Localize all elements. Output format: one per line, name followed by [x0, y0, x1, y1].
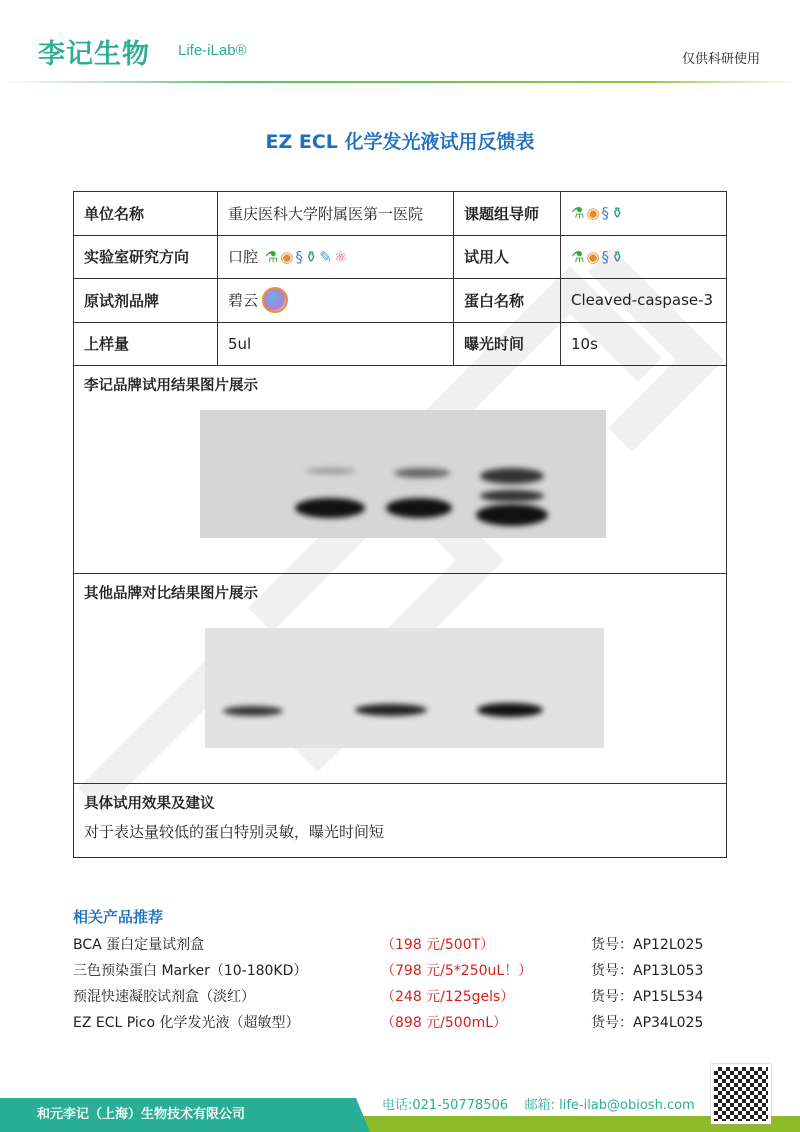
related-products-title: 相关产品推荐 — [73, 908, 164, 926]
product-price: （898 元/500mL） — [381, 1015, 508, 1031]
atom-icon: ⚛ — [334, 248, 348, 267]
product-row — [73, 934, 733, 954]
unit-value: 重庆医科大学附属医第一医院 — [218, 192, 454, 236]
feedback-text: 对于表达量较低的蛋白特别灵敏，曝光时间短 — [84, 823, 385, 841]
product-code: 货号：AP15L534 — [591, 989, 704, 1005]
flask-icon: ⚗ — [571, 247, 585, 266]
liji-western-blot-image — [200, 410, 606, 538]
product-name: 预混快速凝胶试剂盒（淡红） — [73, 989, 255, 1005]
product-row — [73, 960, 733, 980]
other-brand-western-blot-image — [205, 628, 604, 748]
load-label: 上样量 — [74, 322, 218, 366]
product-price: （798 元/5*250uL！） — [381, 963, 533, 979]
cell-icon: ◉ — [586, 247, 600, 266]
advisor-redacted-icons — [561, 192, 727, 236]
lab-value-text: 口腔 — [228, 248, 259, 267]
cell-icon: ◉ — [586, 204, 600, 223]
compare-section-title: 其他品牌对比结果图片展示 — [84, 586, 258, 602]
product-price: （198 元/500T） — [381, 937, 495, 953]
flask-icon: ⚗ — [571, 204, 585, 223]
protein-value: Cleaved-caspase-3 — [561, 279, 727, 323]
cell-icon — [262, 287, 288, 313]
product-price: （248 元/125gels） — [381, 989, 515, 1005]
dropper-icon: ✎ — [319, 248, 332, 267]
protein-label: 蛋白名称 — [454, 279, 561, 323]
tube-icon: ⚱ — [304, 248, 318, 267]
load-value: 5ul — [218, 322, 454, 366]
page-title: EZ ECL 化学发光液试用反馈表 — [265, 131, 535, 153]
result-section-title: 李记品牌试用结果图片展示 — [84, 378, 258, 394]
unit-label: 单位名称 — [74, 192, 218, 236]
exposure-label: 曝光时间 — [454, 322, 561, 366]
footer-company: 和元李记（上海）生物技术有限公司 — [37, 1107, 246, 1122]
brand-value-cell — [218, 279, 454, 323]
qr-code — [711, 1064, 771, 1124]
lab-value — [218, 235, 454, 279]
product-row — [73, 1012, 733, 1032]
tester-label: 试用人 — [454, 235, 561, 279]
dna-icon: § — [601, 247, 610, 266]
advisor-label: 课题组导师 — [454, 192, 561, 236]
lab-label: 实验室研究方向 — [74, 235, 218, 279]
tester-redacted-icons — [561, 235, 727, 279]
flask-icon: ⚗ — [264, 248, 279, 267]
product-code: 货号：AP34L025 — [591, 1015, 704, 1031]
dna-icon: § — [601, 204, 610, 223]
product-name: 三色预染蛋白 Marker（10-180KD） — [73, 963, 308, 979]
brand-value: 碧云 — [228, 291, 259, 310]
exposure-value: 10s — [561, 322, 727, 366]
product-name: EZ ECL Pico 化学发光液（超敏型） — [73, 1015, 300, 1031]
product-row — [73, 986, 733, 1006]
logo: 李记生物 — [38, 39, 150, 70]
tube-icon: ⚱ — [611, 247, 624, 266]
research-only-notice: 仅供科研使用 — [681, 52, 760, 67]
header-divider — [0, 81, 800, 83]
product-code: 货号：AP12L025 — [591, 937, 704, 953]
brand-label: 原试剂品牌 — [74, 279, 218, 323]
feedback-section-title: 具体试用效果及建议 — [84, 796, 215, 812]
footer-contact: 电话:021-50778506 邮箱: life-ilab@obiosh.com — [382, 1098, 695, 1113]
product-name: BCA 蛋白定量试剂盒 — [73, 937, 205, 953]
logo-english: Life-iLab® — [178, 42, 247, 59]
tube-icon: ⚱ — [611, 204, 624, 223]
product-code: 货号：AP13L053 — [591, 963, 704, 979]
cell-icon: ◉ — [280, 248, 294, 267]
dna-icon: § — [295, 248, 303, 267]
